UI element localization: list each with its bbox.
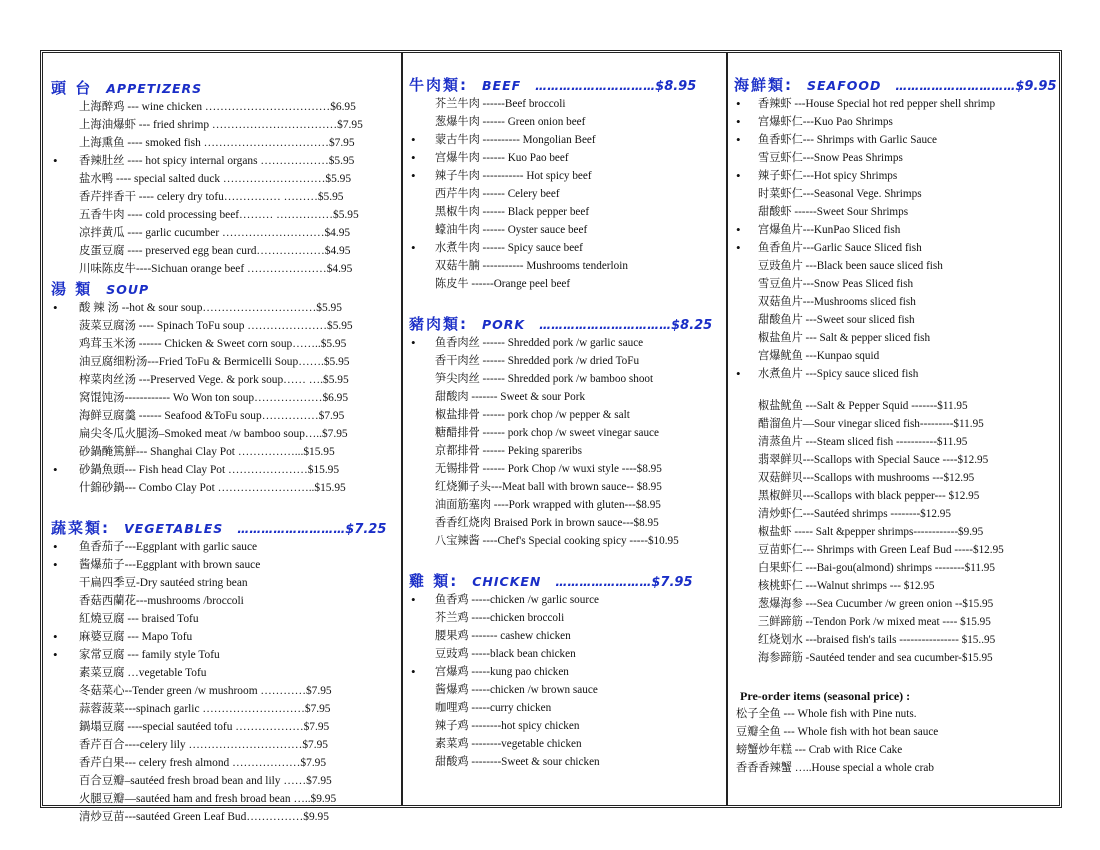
menu-item: • 香辣虾 ---House Special hot red pepper shell shrimp bbox=[734, 95, 1059, 113]
section-title-soup bbox=[51, 278, 401, 299]
menu-item: 椒盐虾 ----- Salt &pepper shrimps------------$9.95 bbox=[758, 526, 984, 538]
menu-item: 百合豆瓣–sautéed fresh broad bean and lily ……$7.95 bbox=[79, 775, 332, 787]
menu-item: 椒盐鱿鱼 ---Salt & Pepper Squid -------$11.95 bbox=[758, 400, 968, 412]
menu-item: 甜酸鱼片 ---Sweet sour sliced fish bbox=[758, 314, 915, 326]
menu-item: • 鱼香虾仁--- Shrimps with Garlic Sauce bbox=[734, 131, 1059, 149]
section-title-en: SOUP bbox=[106, 282, 150, 297]
section-title-cn: 雞 類: bbox=[409, 572, 459, 590]
section-title-en: CHICKEN bbox=[472, 574, 542, 589]
soup-list bbox=[51, 299, 401, 497]
menu-item: 雪豆鱼片---Snow Peas Sliced fish bbox=[758, 278, 914, 290]
menu-item: 香干肉丝 ------ Shredded pork /w dried ToFu bbox=[435, 355, 640, 367]
menu-item: 螃蟹炒年糕 --- Crab with Rice Cake bbox=[736, 744, 903, 756]
menu-item: 京都排骨 ------ Peking spareribs bbox=[435, 445, 582, 457]
section-title-en: VEGETABLES bbox=[124, 521, 224, 536]
section-price: $8.95 bbox=[655, 79, 697, 94]
section-title-dots: ………………………… bbox=[535, 79, 656, 93]
preorder-title: Pre-order items (seasonal price) : bbox=[740, 689, 911, 703]
menu-item: 海参蹄筋 -Sautéed tender and sea cucumber-$15.95 bbox=[758, 652, 993, 664]
menu-item: 双菇鱼片---Mushrooms sliced fish bbox=[758, 296, 916, 308]
menu-item: 香芹拌香干 ---- celery dry tofu…………… ………$5.95 bbox=[79, 191, 344, 203]
menu-item: 双菇牛腩 ----------- Mushrooms tenderloin bbox=[435, 260, 628, 272]
menu-item: 素菜鸡 --------vegetable chicken bbox=[435, 738, 582, 750]
menu-item: 豆豉鸡 -----black bean chicken bbox=[435, 648, 576, 660]
menu-item: 扁尖冬瓜火腿汤–Smoked meat /w bamboo soup…..$7.95 bbox=[79, 428, 348, 440]
menu-item: 紅燒豆腐 --- braised Tofu bbox=[79, 613, 199, 625]
menu-item: 糖醋排骨 ------ pork chop /w sweet vinegar sauce bbox=[435, 427, 659, 439]
menu-item: • 鱼香肉丝 ------ Shredded pork /w garlic sauce bbox=[409, 334, 726, 352]
menu-item: 油面筋塞肉 ----Pork wrapped with gluten---$8.95 bbox=[435, 499, 661, 511]
menu-item: 葱爆海参 ---Sea Cucumber /w green onion --$15.95 bbox=[758, 598, 994, 610]
menu-item: 上海醉鸡 --- wine chicken ……………………………$6.95 bbox=[79, 101, 356, 113]
menu-item: 干扁四季豆-Dry sautéed string bean bbox=[79, 577, 248, 589]
section-price: $7.25 bbox=[345, 522, 387, 537]
menu-item: 腰果鸡 ------- cashew chicken bbox=[435, 630, 571, 642]
menu-item: 清炒虾仁---Sautéed shrimps --------$12.95 bbox=[758, 508, 951, 520]
section-title-cn: 蔬菜類: bbox=[51, 519, 110, 537]
menu-item: 清蒸鱼片 ---Steam sliced fish -----------$11.95 bbox=[758, 436, 968, 448]
menu-item: 香芹百合----celery lily …………………………$7.95 bbox=[79, 739, 328, 751]
menu-item: • 宫爆虾仁---Kuo Pao Shrimps bbox=[734, 113, 1059, 131]
menu-item: 三鲜蹄筋 --Tendon Pork /w mixed meat ---- $15.95 bbox=[758, 616, 991, 628]
vegetables-list bbox=[51, 538, 401, 826]
menu-item: 松子全鱼 --- Whole fish with Pine nuts. bbox=[736, 708, 917, 720]
menu-item: 时菜虾仁---Seasonal Vege. Shrimps bbox=[758, 188, 922, 200]
section-title-en: APPETIZERS bbox=[106, 81, 203, 96]
section-title-dots: ………………………… bbox=[895, 79, 1016, 93]
menu-item: • 砂鍋魚頭--- Fish head Clay Pot …………………$15.95 bbox=[51, 461, 401, 479]
menu-item: 黑椒鲜贝---Scallops with black pepper--- $12.95 bbox=[758, 490, 980, 502]
menu-item: 什錦砂鍋--- Combo Clay Pot ……………………..$15.95 bbox=[79, 482, 346, 494]
menu-item: 川味陈皮牛----Sichuan orange beef …………………$4.95 bbox=[79, 263, 353, 275]
seafood-extra-list bbox=[734, 397, 1059, 667]
menu-item: 清炒豆苗---sautéed Green Leaf Bud……………$9.95 bbox=[79, 811, 329, 823]
menu-item: 甜酸虾 ------Sweet Sour Shrimps bbox=[758, 206, 909, 218]
menu-item: 陈皮牛 ------Orange peel beef bbox=[435, 278, 571, 290]
menu-item: • 水煮牛肉 ------ Spicy sauce beef bbox=[409, 239, 726, 257]
menu-item: 素菜豆腐 …vegetable Tofu bbox=[79, 667, 207, 679]
section-title-cn: 湯 類 bbox=[51, 280, 93, 298]
menu-item: 凉拌黄瓜 ---- garlic cucumber ………………………$4.95 bbox=[79, 227, 351, 239]
menu-item: 五香牛肉 ---- cold processing beef……… ……………$5.95 bbox=[79, 209, 359, 221]
menu-item: 甜酸肉 ------- Sweet & sour Pork bbox=[435, 391, 586, 403]
menu-item: 宫爆鱿鱼 ---Kunpao squid bbox=[758, 350, 880, 362]
menu-item: 西芹牛肉 ------ Celery beef bbox=[435, 188, 560, 200]
section-title-cn: 牛肉類: bbox=[409, 76, 468, 94]
menu-column-right bbox=[728, 53, 1059, 805]
menu-item: 红烧狮子头---Meat ball with brown sauce-- $8.95 bbox=[435, 481, 662, 493]
menu-item: 砂鍋醃篤鮮--- Shanghai Clay Pot ……………...$15.95 bbox=[79, 446, 335, 458]
menu-item: 香香红烧肉 Braised Pork in brown sauce---$8.95 bbox=[435, 517, 659, 529]
section-title-pork bbox=[409, 313, 726, 334]
preorder-list bbox=[734, 705, 1059, 777]
menu-item: • 酸 辣 汤 --hot & sour soup…………………………$5.95 bbox=[51, 299, 401, 317]
menu-item: 椒盐排骨 ------ pork chop /w pepper & salt bbox=[435, 409, 630, 421]
menu-item: 芥兰牛肉 ------Beef broccoli bbox=[435, 98, 566, 110]
menu-item: • 宫爆鱼片---KunPao Sliced fish bbox=[734, 221, 1059, 239]
menu-item: 笋尖肉丝 ------ Shredded pork /w bamboo shoot bbox=[435, 373, 654, 385]
menu-item: 白果虾仁 ---Bai-gou(almond) shrimps --------$11.95 bbox=[758, 562, 995, 574]
menu-item: • 宫爆牛肉 ------ Kuo Pao beef bbox=[409, 149, 726, 167]
section-title-cn: 豬肉類: bbox=[409, 315, 468, 333]
section-title-en: PORK bbox=[482, 317, 526, 332]
section-price: $8.25 bbox=[671, 318, 713, 333]
menu-item: 甜酸鸡 --------Sweet & sour chicken bbox=[435, 756, 600, 768]
menu-item: 香香香辣蟹 …..House special a whole crab bbox=[736, 762, 934, 774]
section-title-beef bbox=[409, 74, 726, 95]
appetizers-list bbox=[51, 98, 401, 278]
section-title-dots: …………………………… bbox=[539, 318, 672, 332]
section-title-dots: …………………… bbox=[555, 575, 652, 589]
menu-item: 香菇西蘭花---mushrooms /broccoli bbox=[79, 595, 244, 607]
menu-item: 芥兰鸡 -----chicken broccoli bbox=[435, 612, 565, 624]
menu-item: 榨菜肉丝汤 ---Preserved Vege. & pork soup…… ….$5.95 bbox=[79, 374, 349, 386]
section-title-en: SEAFOOD bbox=[807, 78, 882, 93]
menu-item: • 鱼香鱼片---Garlic Sauce Sliced fish bbox=[734, 239, 1059, 257]
menu-item: 黑椒牛肉 ------ Black pepper beef bbox=[435, 206, 590, 218]
section-title-vegetables bbox=[51, 517, 401, 538]
menu-item: 鍋塌豆腐 ----special sautéed tofu ………………$7.95 bbox=[79, 721, 330, 733]
menu-item: 火腿豆瓣—sautéed ham and fresh broad bean …..$9.95 bbox=[79, 793, 337, 805]
menu-item: 醋溜鱼片—Sour vinegar sliced fish---------$11.95 bbox=[758, 418, 984, 430]
menu-item: 油豆腐细粉汤---Fried ToFu & Bermicelli Soup…….$5.95 bbox=[79, 356, 350, 368]
section-price: $9.95 bbox=[1015, 79, 1057, 94]
menu-item: 香芹白果--- celery fresh almond ………………$7.95 bbox=[79, 757, 327, 769]
section-title-en: BEEF bbox=[482, 78, 522, 93]
seafood-list bbox=[734, 95, 1059, 383]
menu-item: • 香辣肚丝 ---- hot spicy internal organs ………………$5.95 bbox=[51, 152, 401, 170]
menu-item: • 辣子牛肉 ----------- Hot spicy beef bbox=[409, 167, 726, 185]
menu-item: • 鱼香鸡 -----chicken /w garlic source bbox=[409, 591, 726, 609]
menu-item: 窝馄饨汤------------ Wo Won ton soup………………$6.95 bbox=[79, 392, 349, 404]
menu-item: 葱爆牛肉 ------ Green onion beef bbox=[435, 116, 586, 128]
menu-item: • 宫爆鸡 -----kung pao chicken bbox=[409, 663, 726, 681]
section-title-appetizers bbox=[51, 77, 401, 98]
menu-item: 无锡排骨 ------ Pork Chop /w wuxi style ----$8.95 bbox=[435, 463, 662, 475]
section-title-dots: ……………………… bbox=[237, 522, 346, 536]
menu-page bbox=[40, 50, 1062, 823]
menu-item: • 酱爆茄子---Eggplant with brown sauce bbox=[51, 556, 401, 574]
menu-item: 咖哩鸡 -----curry chicken bbox=[435, 702, 552, 714]
section-title-cn: 海鮮類: bbox=[734, 76, 793, 94]
menu-item: 上海油爆虾 --- fried shrimp ……………………………$7.95 bbox=[79, 119, 363, 131]
menu-item: 酱爆鸡 -----chicken /w brown sauce bbox=[435, 684, 598, 696]
menu-item: 双菇鲜贝---Scallops with mushrooms ---$12.95 bbox=[758, 472, 975, 484]
menu-item: 蠔油牛肉 ------ Oyster sauce beef bbox=[435, 224, 588, 236]
section-price: $7.95 bbox=[651, 575, 693, 590]
menu-column-left bbox=[43, 53, 403, 823]
menu-item: 雪豆虾仁---Snow Peas Shrimps bbox=[758, 152, 903, 164]
menu-item: 海鲜豆腐羹 ------ Seafood &ToFu soup……………$7.95 bbox=[79, 410, 345, 422]
menu-item: 蒜蓉菠菜---spinach garlic ………………………$7.95 bbox=[79, 703, 331, 715]
menu-column-middle bbox=[403, 53, 728, 805]
menu-item: 冬菇菜心--Tender green /w mushroom …………$7.95 bbox=[79, 685, 332, 697]
menu-item: 辣子鸡 --------hot spicy chicken bbox=[435, 720, 580, 732]
menu-item: 上海熏鱼 ---- smoked fish ……………………………$7.95 bbox=[79, 137, 355, 149]
section-title-cn: 頭 台 bbox=[51, 79, 93, 97]
menu-item: 盐水鸭 ---- special salted duck ………………………$5.95 bbox=[79, 173, 352, 185]
menu-item: • 辣子虾仁---Hot spicy Shrimps bbox=[734, 167, 1059, 185]
chicken-list bbox=[409, 591, 726, 771]
menu-item: 鸡茸玉米汤 ------ Chicken & Sweet corn soup……..$5.95 bbox=[79, 338, 347, 350]
menu-item: • 家常豆腐 --- family style Tofu bbox=[51, 646, 401, 664]
section-title-chicken bbox=[409, 570, 726, 591]
menu-item: 豆苗虾仁--- Shrimps with Green Leaf Bud -----$12.95 bbox=[758, 544, 1004, 556]
menu-item: 豆豉鱼片 ---Black been sauce sliced fish bbox=[758, 260, 943, 272]
menu-item: • 蒙古牛肉 ---------- Mongolian Beef bbox=[409, 131, 726, 149]
pork-list bbox=[409, 334, 726, 550]
menu-item: 八宝辣酱 ----Chef's Special cooking spicy -----$10.95 bbox=[435, 535, 679, 547]
menu-item: • 麻婆豆腐 --- Mapo Tofu bbox=[51, 628, 401, 646]
menu-item: 菠菜豆腐汤 ---- Spinach ToFu soup …………………$5.95 bbox=[79, 320, 353, 332]
menu-item: 红烧划水 ---braised fish's tails ---------------- $15..95 bbox=[758, 634, 996, 646]
section-title-seafood bbox=[734, 74, 1059, 95]
menu-item: • 水煮鱼片 ---Spicy sauce sliced fish bbox=[734, 365, 1059, 383]
menu-item: 豆瓣全鱼 --- Whole fish with hot bean sauce bbox=[736, 726, 939, 738]
menu-item: 翡翠鲜贝---Scallops with Special Sauce ----$12.95 bbox=[758, 454, 989, 466]
menu-item: 皮蛋豆腐 ---- preserved egg bean curd………………$4.95 bbox=[79, 245, 351, 257]
menu-item: 椒盐鱼片 --- Salt & pepper sliced fish bbox=[758, 332, 931, 344]
beef-list bbox=[409, 95, 726, 293]
menu-item: 核桃虾仁 ---Walnut shrimps --- $12.95 bbox=[758, 580, 935, 592]
menu-item: • 鱼香茄子---Eggplant with garlic sauce bbox=[51, 538, 401, 556]
